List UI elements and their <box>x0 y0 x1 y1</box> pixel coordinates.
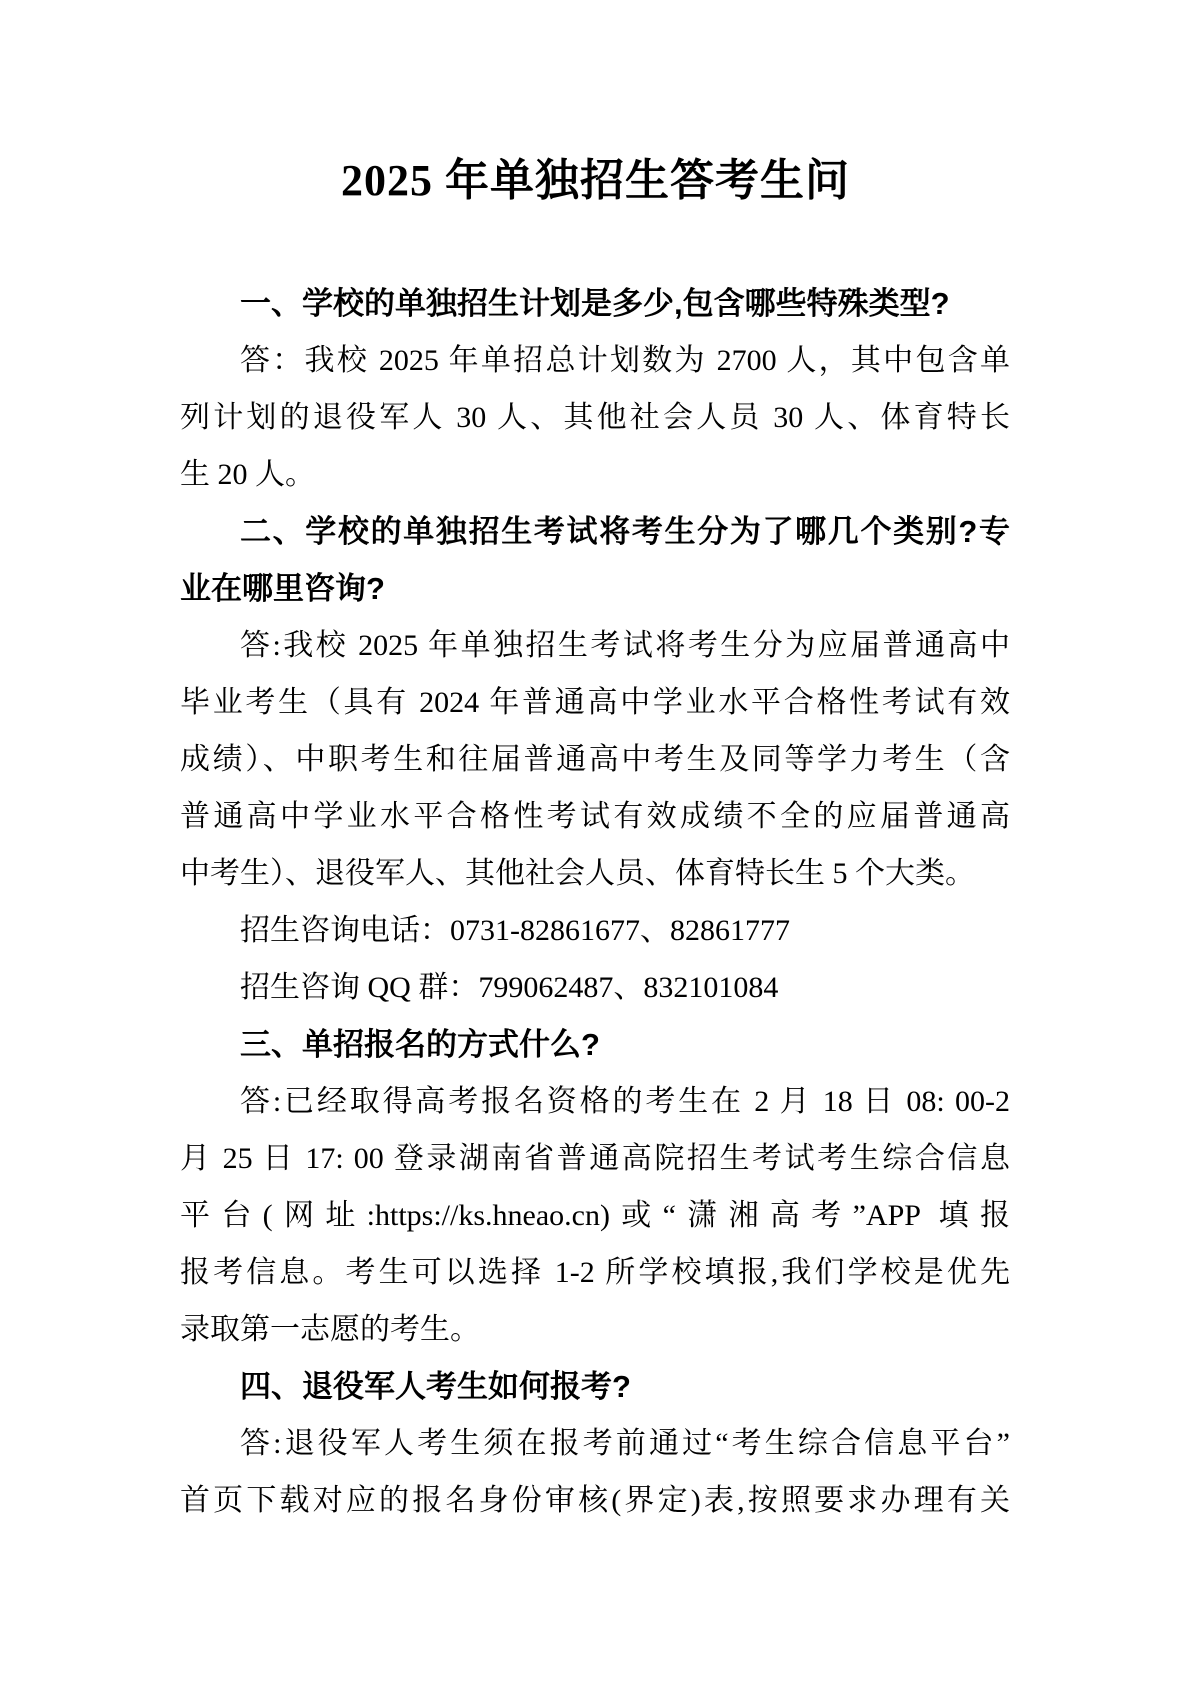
answer-3-line-2: 月 25 日 17: 00 登录湖南省普通高院招生考试考生综合信息 <box>180 1142 1010 1175</box>
answer-4-line-1: 答:退役军人考生须在报考前通过“考生综合信息平台” <box>240 1427 1010 1460</box>
answer-1-line-1: 答：我校 2025 年单招总计划数为 2700 人，其中包含单 <box>240 344 1010 377</box>
contact-phone-line: 招生咨询电话：0731-82861677、82861777 <box>240 914 790 947</box>
answer-3-line-3: 平台(网址:https://ks.hneao.cn)或“潇湘高考”APP 填报 <box>180 1199 1010 1232</box>
question-2-heading-line-2: 业在哪里咨询? <box>180 571 385 606</box>
answer-1-line-2: 列计划的退役军人 30 人、其他社会人员 30 人、体育特长 <box>180 401 1010 434</box>
document-title: 2025 年单独招生答考生问 <box>341 156 850 205</box>
contact-qq-line: 招生咨询 QQ 群：799062487、832101084 <box>240 971 779 1004</box>
answer-2-line-3: 成绩）、中职考生和往届普通高中考生及同等学力考生（含 <box>180 743 1010 776</box>
answer-1-line-3: 生 20 人。 <box>180 458 315 491</box>
answer-2-line-2: 毕业考生（具有 2024 年普通高中学业水平合格性考试有效 <box>180 686 1010 719</box>
answer-4-line-2: 首页下载对应的报名身份审核(界定)表,按照要求办理有关 <box>180 1484 1010 1517</box>
question-2-heading-line-1: 二、学校的单独招生考试将考生分为了哪几个类别?专 <box>240 514 1010 549</box>
answer-2-line-5: 中考生）、退役军人、其他社会人员、体育特长生 5 个大类。 <box>180 857 975 890</box>
answer-3-line-1: 答:已经取得高考报名资格的考生在 2 月 18 日 08: 00-2 <box>240 1085 1010 1118</box>
answer-3-line-4: 报考信息。考生可以选择 1-2 所学校填报,我们学校是优先 <box>180 1256 1010 1289</box>
answer-3-line-5: 录取第一志愿的考生。 <box>180 1313 480 1346</box>
answer-2-line-1: 答:我校 2025 年单独招生考试将考生分为应届普通高中 <box>240 629 1010 662</box>
question-4-heading: 四、退役军人考生如何报考? <box>240 1369 631 1404</box>
answer-2-line-4: 普通高中学业水平合格性考试有效成绩不全的应届普通高 <box>180 800 1010 833</box>
question-1-heading: 一、学校的单独招生计划是多少,包含哪些特殊类型? <box>240 286 950 321</box>
question-3-heading: 三、单招报名的方式什么? <box>240 1027 600 1062</box>
document-body <box>180 275 1010 1529</box>
